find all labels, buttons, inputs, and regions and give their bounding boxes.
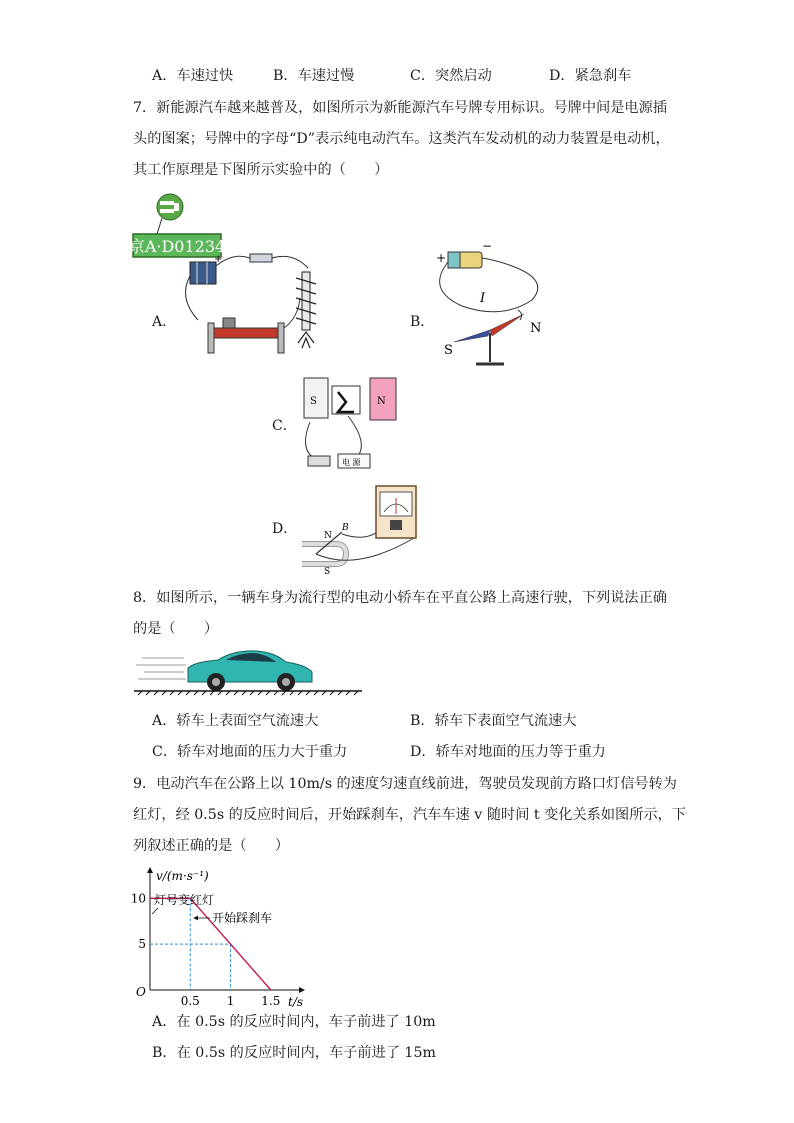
q8-option-c: C．轿车对地面的压力大于重力 (152, 744, 348, 760)
chart-annotation-red-light: 灯号变红灯 (154, 893, 215, 907)
q9-stem-line2: 红灯，经 0.5s 的反应时间后，开始踩刹车，汽车车速 v 随时间 t 变化关系如图所示，下 (133, 807, 686, 823)
q6-option-c: C．突然启动 (410, 68, 492, 84)
q7-stem-line2: 头的图案；号牌中的字母“D”表示纯电动汽车。这类汽车发动机的动力装置是电动机， (133, 131, 670, 147)
chart-ylabel: v/(m·s⁻¹) (156, 869, 209, 883)
chart-xlabel: t/s (288, 995, 304, 1009)
q7-stem-line3: 其工作原理是下图所示实验中的（ ） (133, 162, 389, 178)
chart-annotation-brake: 开始踩刹车 (212, 911, 273, 925)
chart-origin: O (136, 985, 146, 999)
fig-d-n: N (324, 531, 332, 541)
fig-b-s: S (444, 343, 453, 358)
svg-text:+: + (214, 254, 223, 265)
fig-d-induction-galvanometer (296, 482, 426, 577)
q9-option-b: B．在 0.5s 的反应时间内，车子前进了 15m (152, 1045, 436, 1061)
svg-text:+: + (436, 251, 447, 265)
chart-ytick-10: 10 (130, 891, 146, 906)
q8-option-b: B．轿车下表面空气流速大 (410, 713, 577, 729)
chart-xtick-0-5: 0.5 (180, 994, 200, 1008)
q9-option-a: A．在 0.5s 的反应时间内，车子前进了 10m (152, 1014, 436, 1030)
fig-d-b: B (342, 523, 349, 533)
q7-label-d: D． (272, 521, 298, 537)
fig-c-n: N (377, 396, 386, 407)
fig-b-current-label: I (480, 291, 486, 306)
q7-label-c: C． (272, 418, 297, 434)
fig-b-n: N (530, 321, 542, 336)
q9-velocity-time-chart (128, 864, 328, 1008)
q6-option-a: A．车速过快 (152, 68, 234, 84)
q8-stem-line2: 的是（ ） (133, 621, 219, 637)
svg-text:−: − (482, 239, 493, 253)
q6-option-d: D．紧急刹车 (549, 68, 632, 84)
chart-xtick-1: 1 (226, 994, 235, 1008)
fig-c-power-label: 电 源 (342, 458, 361, 467)
q7-label-b: B． (410, 314, 435, 330)
plate-text: 京A·D01234 (128, 237, 226, 256)
chart-ytick-5: 5 (138, 937, 146, 952)
chart-xtick-1-5: 1.5 (261, 994, 281, 1008)
q8-option-d: D．轿车对地面的压力等于重力 (410, 744, 606, 760)
fig-c-motor-principle (298, 372, 408, 477)
q8-stem-line1: 8．如图所示，一辆车身为流行型的电动小轿车在平直公路上高速行驶，下列说法正确 (133, 590, 667, 606)
fig-a-electromagnet-circuit (178, 248, 328, 368)
q8-sedan-figure (134, 648, 364, 696)
q7-label-a: A． (152, 314, 177, 330)
fig-c-s: S (310, 396, 317, 407)
q8-option-a: A．轿车上表面空气流速大 (152, 713, 319, 729)
q9-stem-line3: 列叙述正确的是（ ） (133, 838, 290, 854)
q6-option-b: B．车速过慢 (273, 68, 355, 84)
chart-annotation-red-light-pointer (152, 908, 158, 914)
fig-d-s: S (324, 567, 331, 577)
fig-b-oersted-experiment (432, 240, 552, 370)
q9-stem-line1: 9．电动汽车在公路上以 10m/s 的速度匀速直线前进，驾驶员发现前方路口灯信号转为 (133, 776, 677, 792)
q7-stem-line1: 7．新能源汽车越来越普及，如图所示为新能源汽车号牌专用标识。号牌中间是电源插 (133, 100, 667, 116)
